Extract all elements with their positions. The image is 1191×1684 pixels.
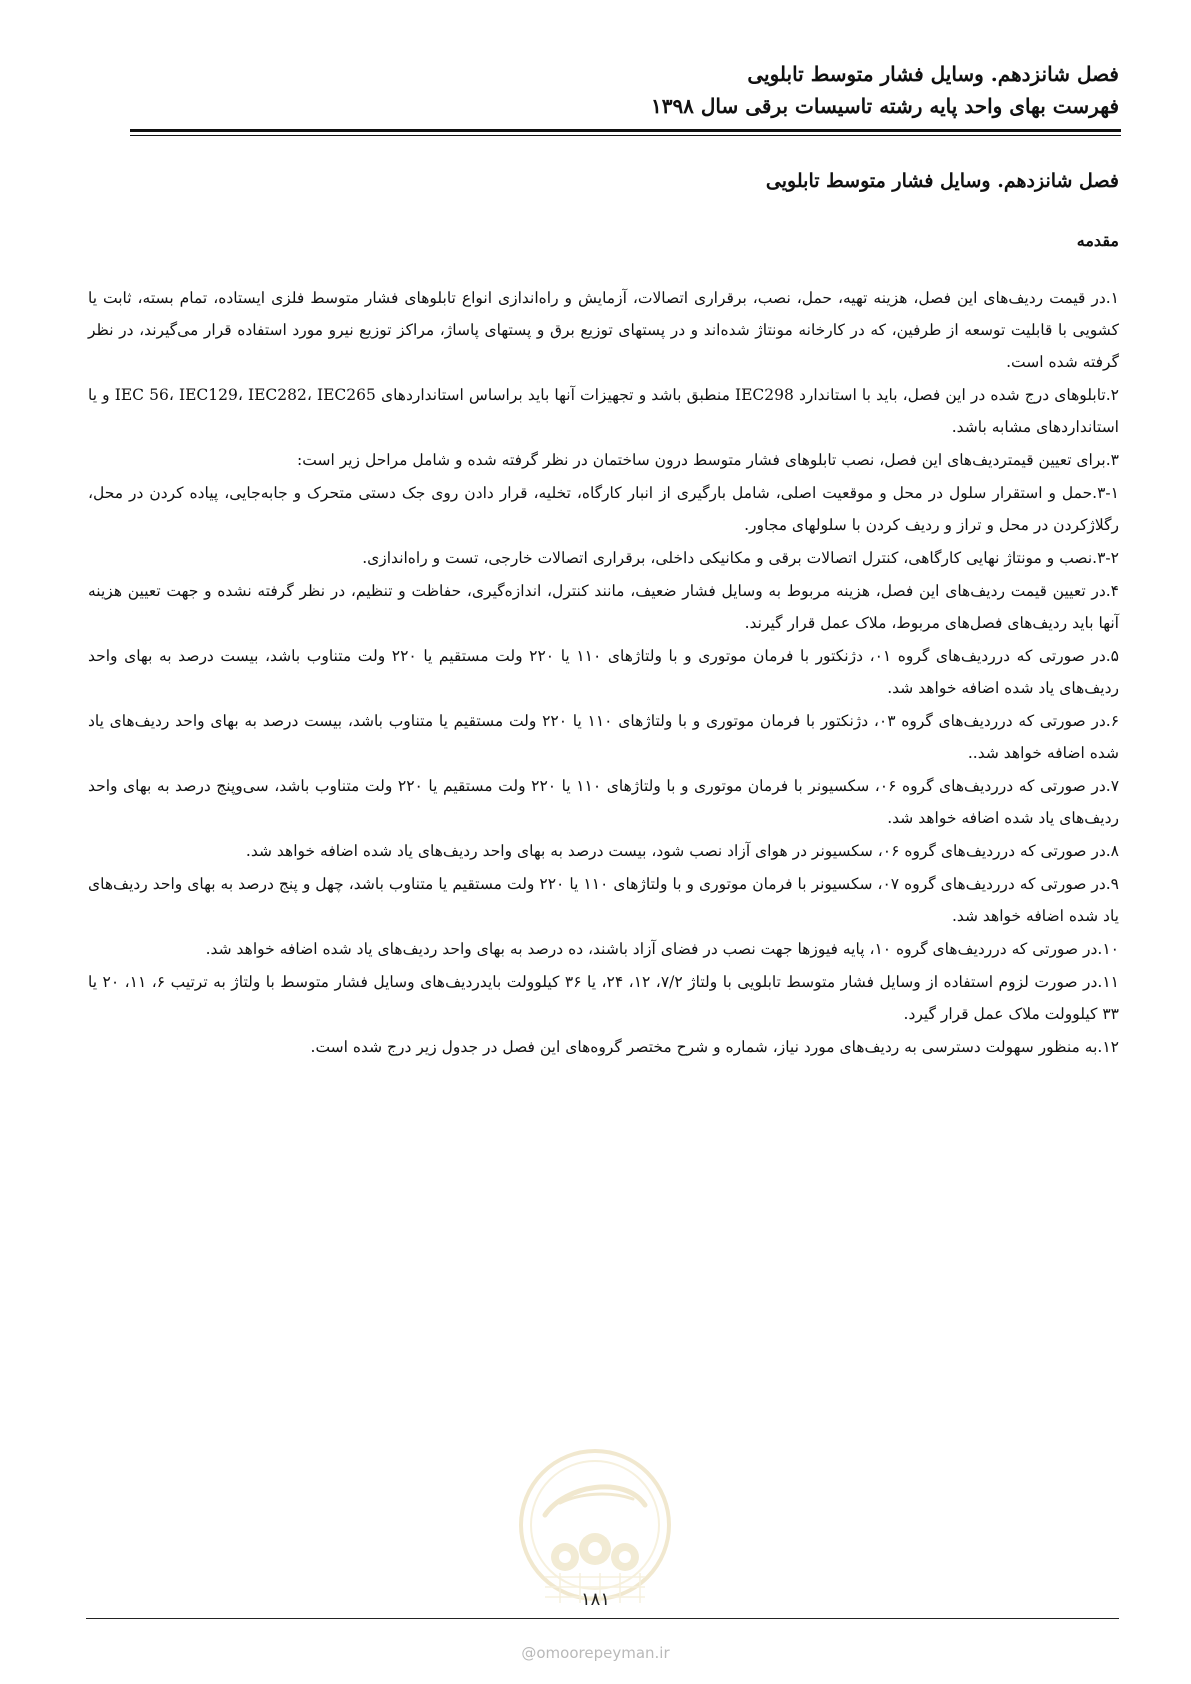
paragraph-11: ۱۱.در صورت لزوم استفاده از وسایل فشار متوسط تابلویی با ولتاژ ۷/۲، ۱۲، ۲۴، یا ۳۶ کیلوولت بایدردیف‌های وسایل فشار متوسط با ولتاژ به ترتیب ۶، ۱۱، ۲۰ یا ۳۳ کیلوولت ملاک عمل قرار گیرد.: [88, 973, 1120, 1023]
body-text: [88, 282, 1119, 1064]
paragraph-3-2: ۳-۲.نصب و مونتاژ نهایی کارگاهی، کنترل اتصالات برقی و مکانیکی داخلی، برقراری اتصالات خارجی، تست و راه‌اندازی.: [362, 549, 1119, 567]
paragraph-4: ۴.در تعیین قیمت ردیف‌های این فصل، هزینه مربوط به وسایل فشار ضعیف، مانند کنترل، اندازه‌گیری، حفاظت و تنظیم، در نظر گرفته نشده و جهت تعیین هزینه آنها باید ردیف‌های فصل‌های مربوط، ملاک عمل قرار گیرند.: [88, 582, 1119, 632]
paragraph-10: ۱۰.در صورتی که درردیف‌های گروه ۱۰، پایه فیوزها جهت نصب در فضای آزاد باشند، ده درصد به بهای واحد ردیف‌های یاد شده اضافه خواهد شد.: [205, 940, 1119, 958]
page-number: ۱۸۱: [580, 1589, 610, 1610]
paragraph-12: ۱۲.به منظور سهولت دسترسی به ردیف‌های مورد نیاز، شماره و شرح مختصر گروه‌های این فصل در جدول زیر درج شده است.: [310, 1038, 1119, 1056]
paragraph-6: ۶.در صورتی که درردیف‌های گروه ۰۳، دژنکتور با فرمان موتوری و با ولتاژهای ۱۱۰ یا ۲۲۰ ولت مستقیم یا متناوب باشد، بیست درصد به بهای واحد ردیف‌های یاد شده اضافه خواهد شد..: [88, 712, 1120, 762]
paragraph-1: ۱.در قیمت ردیف‌های این فصل، هزینه تهیه، حمل، نصب، برقراری اتصالات، آزمایش و راه‌اندازی انواع تابلوهای فشار متوسط فلزی ایستاده، تمام بسته، ثابت یا کشویی با قابلیت توسعه از طرفین، که در کارخانه مونتاژ شده‌اند و در پستهای توزیع برق و پستهای پاساژ، مراکز توزیع نیرو مورد استفاده قرار می‌گیرند، در نظر گرفته شده است.: [88, 289, 1119, 371]
paragraph-8: ۸.در صورتی که درردیف‌های گروه ۰۶، سکسیونر در هوای آزاد نصب شود، بیست درصد به بهای واحد ردیف‌های یاد شده اضافه خواهد شد.: [245, 842, 1119, 860]
footer-rule: [86, 1618, 1119, 1619]
header-rule-thin: [130, 135, 1121, 136]
paragraph-5: ۵.در صورتی که درردیف‌های گروه ۰۱، دژنکتور با فرمان موتوری و با ولتاژهای ۱۱۰ یا ۲۲۰ ولت مستقیم یا ۲۲۰ ولت متناوب باشد، بیست درصد به بهای واحد ردیف‌های یاد شده اضافه خواهد شد.: [88, 647, 1119, 697]
footer-url: @omoorepeyman.ir: [521, 1644, 670, 1662]
paragraph-9: ۹.در صورتی که درردیف‌های گروه ۰۷، سکسیونر با فرمان موتوری و با ولتاژهای ۱۱۰ یا ۲۲۰ ولت مستقیم یا متناوب باشد، چهل و پنج درصد به بهای واحد ردیف‌های یاد شده اضافه خواهد شد.: [88, 875, 1119, 925]
running-header: [130, 58, 1119, 122]
running-header-title: فهرست بهای واحد پایه رشته تاسیسات برقی سال ۱۳۹۸: [650, 94, 1119, 118]
paragraph-3: ۳.برای تعیین قیمتردیف‌های این فصل، نصب تابلوهای فشار متوسط درون ساختمان در نظر گرفته شده و شامل مراحل زیر است:: [297, 451, 1119, 469]
running-header-chapter: فصل شانزدهم. وسایل فشار متوسط تابلویی: [747, 62, 1119, 86]
header-rule: [130, 129, 1121, 132]
paragraph-7: ۷.در صورتی که درردیف‌های گروه ۰۶، سکسیونر با فرمان موتوری و با ولتاژهای ۱۱۰ یا ۲۲۰ ولت مستقیم یا ۲۲۰ ولت متناوب باشد، سی‌وپنج درصد به بهای واحد ردیف‌های یاد شده اضافه خواهد شد.: [88, 777, 1120, 827]
intro-heading: مقدمه: [1076, 231, 1119, 250]
paragraph-3-1: ۳-۱.حمل و استقرار سلول در محل و موقعیت اصلی، شامل بارگیری از انبار کارگاه، تخلیه، قرار دادن روی جک دستی متحرک و جابه‌جایی، پیاده کردن در محل، رگلاژکردن در محل و تراز و ردیف کردن با سلولهای مجاور.: [88, 484, 1119, 534]
chapter-title: فصل شانزدهم. وسایل فشار متوسط تابلویی: [765, 170, 1119, 192]
paragraph-2: ۲.تابلوهای درج شده در این فصل، باید با استاندارد IEC298 منطبق باشد و تجهیزات آنها باید براساس استانداردهای IEC 56، IEC129، IEC282، IEC265 و یا استانداردهای مشابه باشد.: [88, 386, 1119, 436]
